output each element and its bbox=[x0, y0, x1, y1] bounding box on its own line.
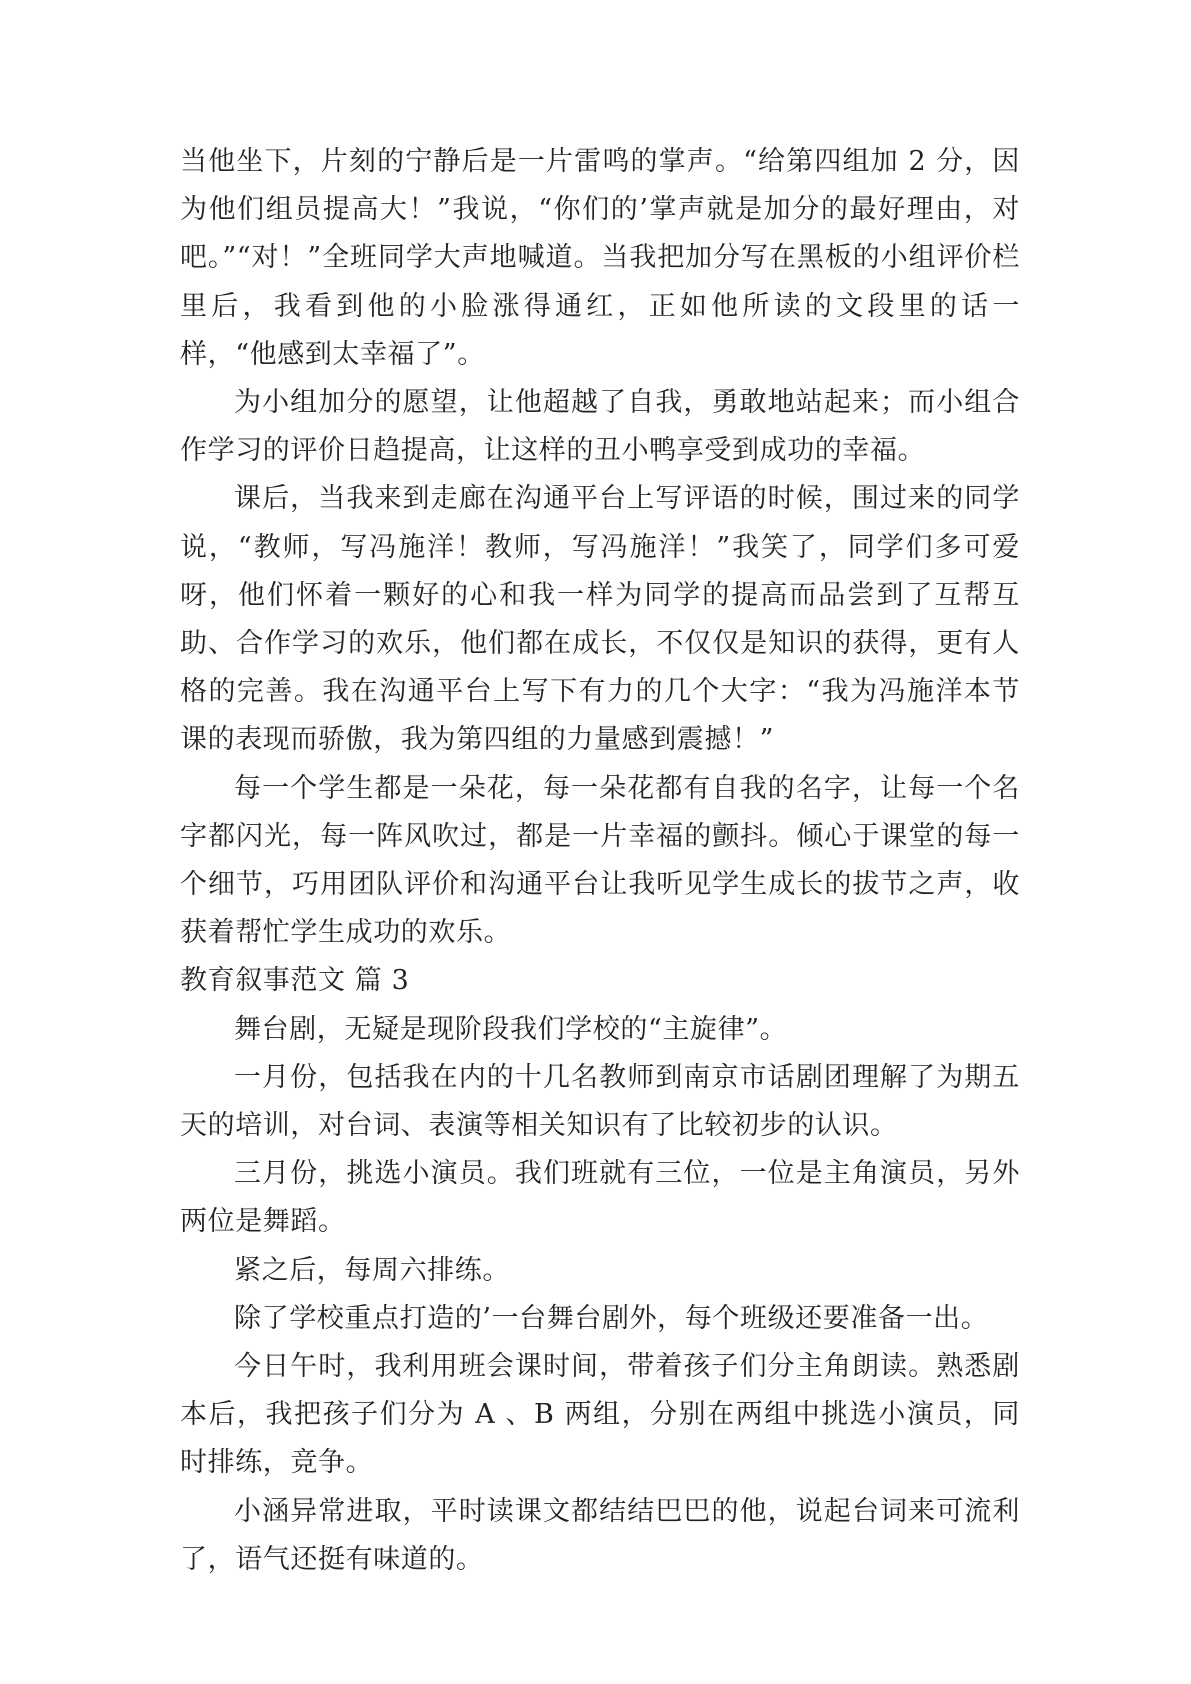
paragraph: 除了学校重点打造的’一台舞台剧外，每个班级还要准备一出。 bbox=[234, 1302, 989, 1334]
paragraph: 今日午时，我利用班会课时间，带着孩子们分主角朗读。熟悉剧本后，我把孩子们分为 A 、B 两组，分别在两组中挑选小演员，同时排练，竞争。 bbox=[180, 1351, 1020, 1479]
paragraph: 课后，当我来到走廊在沟通平台上写评语的时候，围过来的同学说，“教师，写冯施洋！教师，写冯施洋！”我笑了，同学们多可爱呀，他们怀着一颗好的心和我一样为同学的提高而品尝到了互帮互助、合作学习的欢乐，他们都在成长，不仅仅是知识的获得，更有人格的完善。我在沟通平台上写下有力的几个大字：“我为冯施洋本节课的表现而骄傲，我为第四组的力量感到震撼！” bbox=[180, 483, 1020, 756]
paragraph: 三月份，挑选小演员。我们班就有三位，一位是主角演员，另外两位是舞蹈。 bbox=[180, 1158, 1020, 1238]
section-heading: 教育叙事范文 篇 3 bbox=[180, 965, 410, 997]
paragraph: 小涵异常进取，平时读课文都结结巴巴的他，说起台词来可流利了，语气还挺有味道的。 bbox=[180, 1495, 1020, 1575]
paragraph: 一月份，包括我在内的十几名教师到南京市话剧团理解了为期五天的培训，对台词、表演等相关知识有了比较初步的认识。 bbox=[180, 1061, 1020, 1142]
paragraph: 每一个学生都是一朵花，每一朵花都有自我的名字，让每一个名字都闪光，每一阵风吹过，都是一片幸福的颤抖。倾心于课堂的每一个细节，巧用团队评价和沟通平台让我听见学生成长的拔节之声，收获着帮忙学生成功的欢乐。 bbox=[180, 772, 1020, 949]
paragraph: 为小组加分的愿望，让他超越了自我，勇敢地站起来；而小组合作学习的评价日趋提高，让这样的丑小鸭享受到成功的幸福。 bbox=[180, 387, 1020, 467]
paragraph-continued: 当他坐下，片刻的宁静后是一片雷鸣的掌声。“给第四组加 2 分，因为他们组员提高大！”我说，“你们的’掌声就是加分的最好理由，对吧。”“对！”全班同学大声地喊道。当我把加分写在黑板的小组评价栏里后，我看到他的小脸涨得通红，正如他所读的文段里的话一样，“他感到太幸福了”。 bbox=[180, 146, 1020, 370]
paragraph: 舞台剧，无疑是现阶段我们学校的“主旋律”。 bbox=[234, 1013, 788, 1045]
document-body bbox=[180, 138, 1020, 1584]
paragraph: 紧之后，每周六排练。 bbox=[234, 1254, 510, 1286]
